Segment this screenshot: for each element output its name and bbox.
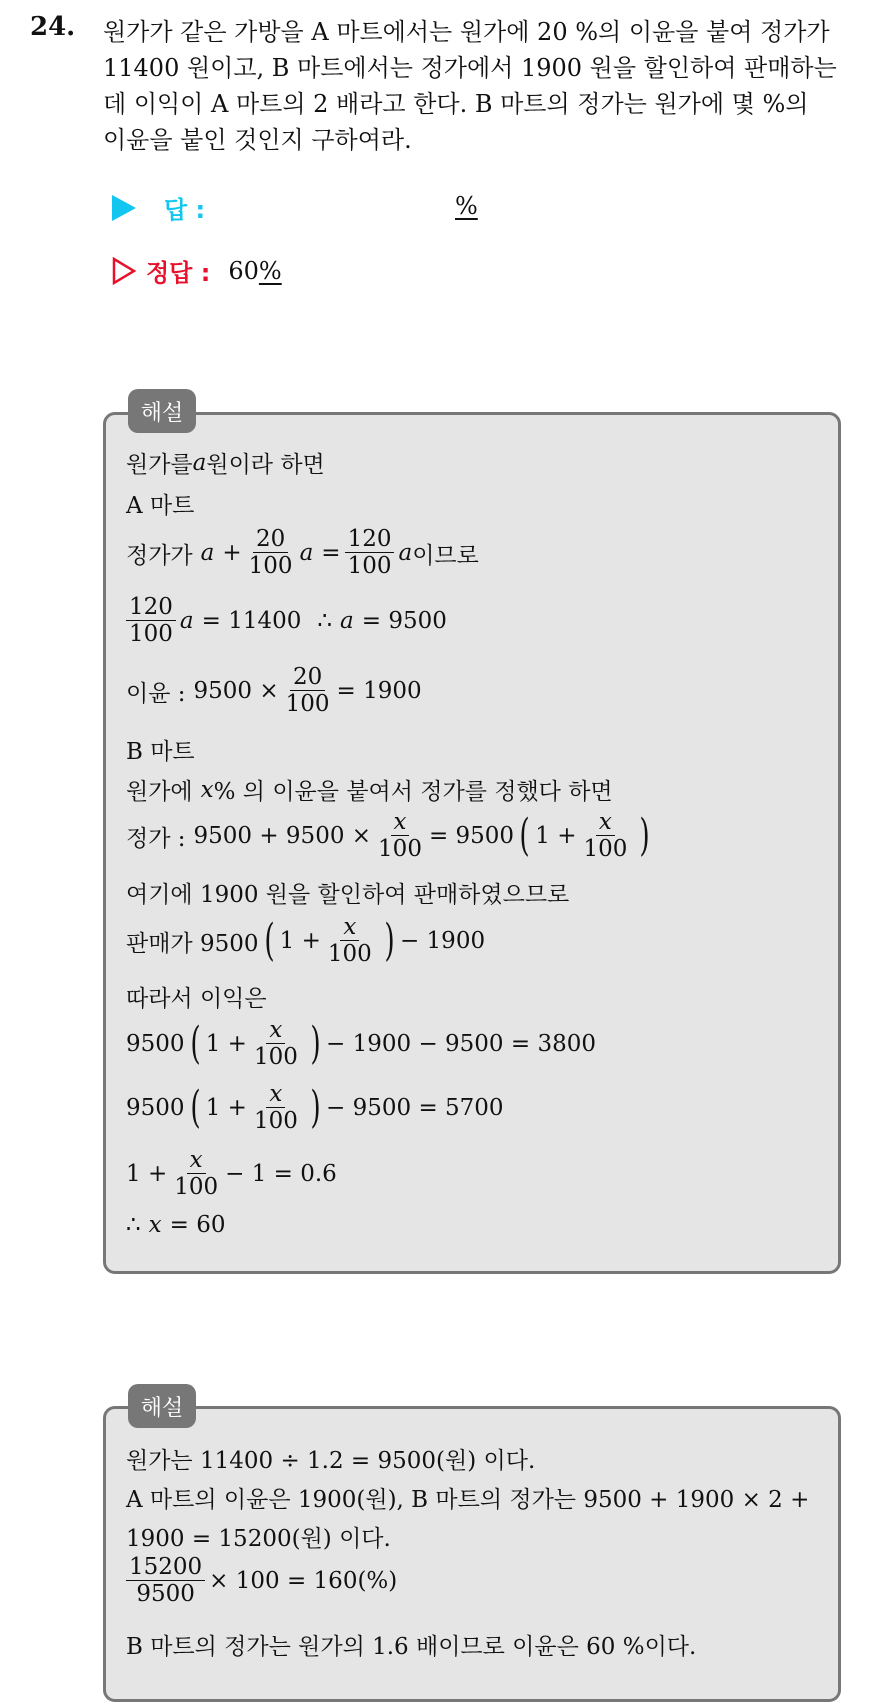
sol1-line-11: 따라서 이익은	[126, 986, 267, 1012]
sol1-line-2: A 마트	[126, 493, 195, 519]
sol2-line-5: B 마트의 정가는 원가의 1.6 배이므로 이윤은 60 %이다.	[126, 1634, 697, 1660]
sol1-line-15: ∴ x = 60	[126, 1212, 226, 1238]
sol2-line-4: $\frac{15200}{9500}$ × 100 = 160(%)	[126, 1555, 397, 1608]
correct-answer-label: 정답 :	[146, 259, 211, 287]
correct-answer-row	[112, 253, 282, 288]
sol2-line-2: A 마트의 이윤은 1900(원), B 마트의 정가는 9500 + 1900 × 2 +	[126, 1487, 810, 1513]
sol1-line-7: 원가에 x % 의 이윤을 붙여서 정가를 정했다 하면	[126, 776, 613, 805]
sol1-line-14: 1 + $\frac{x}{100}$ − 1 = 0.6	[126, 1147, 337, 1201]
sol1-line-10: 판매가 9500 ( 1 + $\frac{x}{100}$ ) − 1900	[126, 914, 486, 968]
sol1-line-5: 이윤 : 9500 × $\frac{20}{100}$ = 1900	[126, 664, 422, 718]
solution-tag-1: 해설	[128, 389, 196, 433]
sol1-line-3: 정가가 a + $\frac{20}{100}$ a = $\frac{120}{100}$ a 이므로	[126, 526, 479, 580]
outline-arrow-icon	[112, 257, 136, 285]
answer-unit: %	[455, 192, 478, 220]
question-text-line-2: 11400 원이고, B 마트에서는 정가에서 1900 원을 할인하여 판매하는	[103, 54, 837, 82]
sol1-line-4: $\frac{120}{100}$ a = 11400 ∴ a = 9500	[126, 595, 447, 648]
sol1-line-12: 9500 ( 1 + $\frac{x}{100}$ ) − 1900 − 9500 = 3800	[126, 1017, 596, 1071]
sol1-line-1: 원가를 a 원이라 하면	[126, 449, 325, 478]
answer-label: 답 :	[164, 196, 206, 224]
sol1-line-6: B 마트	[126, 739, 195, 765]
question-text-line-1: 원가가 같은 가방을 A 마트에서는 원가에 20 %의 이윤을 붙여 정가가	[103, 18, 830, 46]
play-arrow-icon	[112, 195, 136, 221]
sol2-line-3: 1900 = 15200(원) 이다.	[126, 1526, 391, 1552]
question-number: 24.	[30, 12, 76, 42]
sol2-line-1: 원가는 11400 ÷ 1.2 = 9500(원) 이다.	[126, 1448, 536, 1474]
question-text-line-4: 이윤을 붙인 것인지 구하여라.	[103, 126, 412, 154]
sol1-line-8: 정가 : 9500 + 9500 × $\frac{x}{100}$ = 9500 ( 1 + $\frac{x}{100}$ )	[126, 809, 651, 863]
correct-answer-unit: %	[258, 256, 282, 285]
answer-row	[112, 190, 205, 225]
correct-answer-value: 60	[228, 256, 259, 285]
solution-tag-2: 해설	[128, 1384, 196, 1428]
question-text-line-3: 데 이익이 A 마트의 2 배라고 한다. B 마트의 정가는 원가에 몇 %의	[103, 90, 809, 118]
sol1-line-9: 여기에 1900 원을 할인하여 판매하였으므로	[126, 882, 570, 908]
sol1-line-13: 9500 ( 1 + $\frac{x}{100}$ ) − 9500 = 5700	[126, 1081, 504, 1135]
